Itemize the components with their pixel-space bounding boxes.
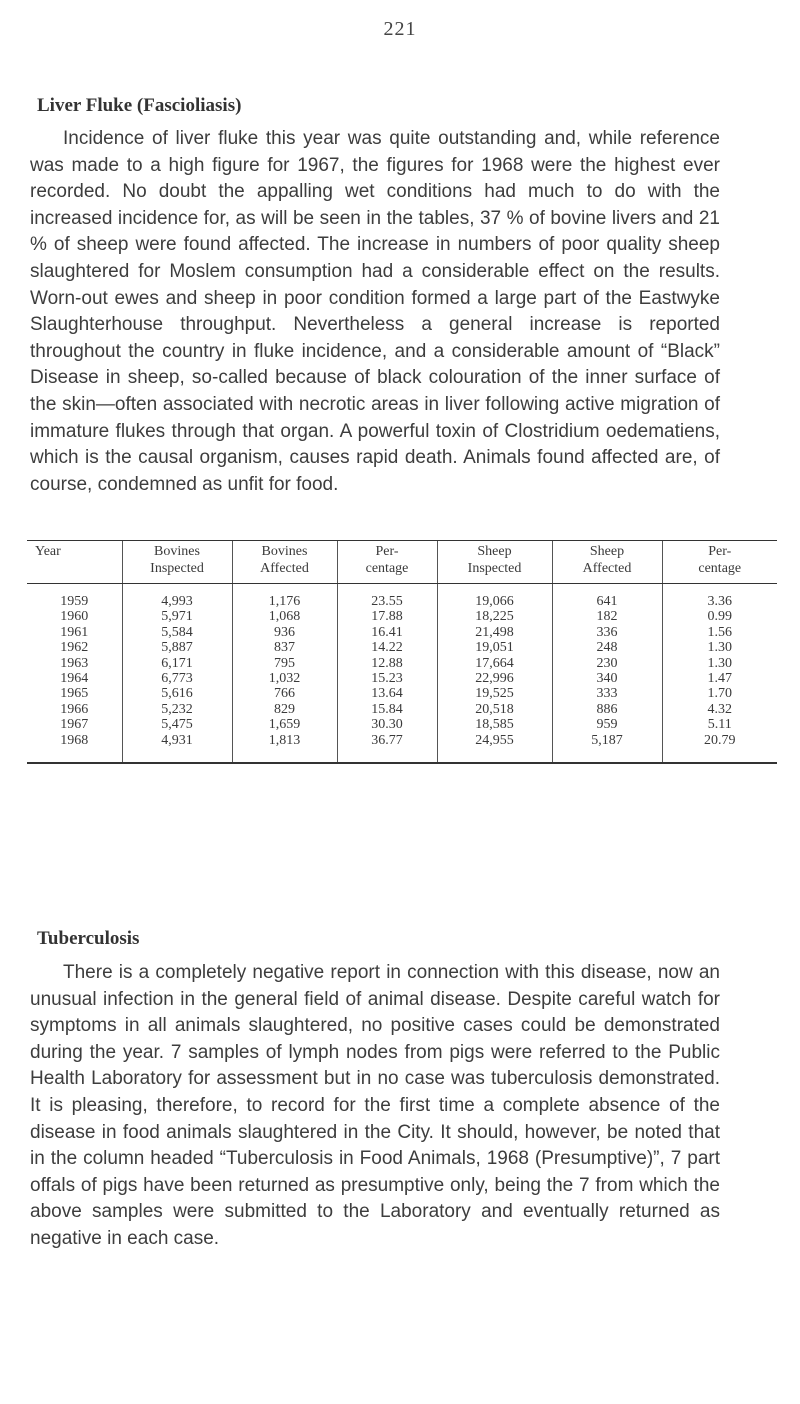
table-cell: 829 [232,702,337,717]
table-row [27,656,777,671]
column-header-line: Bovines [154,544,200,559]
column-header-line: Affected [260,561,309,576]
column-header-line: Affected [582,561,632,576]
table-row [27,584,777,610]
table-cell: 6,171 [122,656,232,671]
table-cell: 5,187 [552,733,662,763]
table-cell: 886 [552,702,662,717]
table-cell: 5,232 [122,702,232,717]
table-cell: 4,931 [122,733,232,763]
column-header [27,541,122,584]
table-cell: 18,585 [437,717,552,732]
table-row [27,702,777,717]
column-header-line: Per- [375,544,399,559]
table-cell: 22,996 [437,671,552,686]
year-cell: 1960 [60,609,89,625]
table-cell: 17.88 [337,609,437,624]
table-cell: 15.23 [337,671,437,686]
table-cell: 3.36 [662,584,777,610]
tuberculosis-paragraph: There is a completely negative report in connection with this disease, now an unusual infection in the general field of animal disease. Despite careful watch for symptoms in all animals slaughtered, no positive cases could be demonstrated during the year. 7 samples of lymph nodes from pigs were referred to the Public Health Laboratory for assessment but in no case was tuberculosis demonstrated. It is pleasing, therefore, to record for the first time a complete absence of the disease in food animals slaughtered in the City. It should, however, be noted that in the column headed “Tuberculosis in Food Animals, 1968 (Presumptive)”, 7 part offals of pigs have been returned as presumptive only, being the 7 from which the above samples were submitted to the Laboratory and eventually returned as negative in each case. [30,962,720,1249]
liver-fluke-heading: Liver Fluke (Fascioliasis) [37,95,242,116]
column-header-line: Sheep [477,544,512,559]
table-cell: 795 [232,656,337,671]
table-body [27,584,777,764]
column-header-line: Per- [708,544,732,559]
column-header-line: Inspected [150,561,204,576]
table-row [27,609,777,624]
table-cell: 1.70 [662,686,777,701]
year-cell: 1967 [60,717,89,733]
table-cell: 5,475 [122,717,232,732]
table-cell: 24,955 [437,733,552,763]
table-cell: 14.22 [337,640,437,655]
page-number: 221 [383,18,417,40]
fluke-incidence-table-wrapper [27,540,777,764]
table-row [27,625,777,640]
table-cell: 18,225 [437,609,552,624]
column-header [437,541,552,584]
table-cell: 4,993 [122,584,232,610]
table-cell: 21,498 [437,625,552,640]
tuberculosis-heading: Tuberculosis [37,928,140,949]
table-cell: 5,584 [122,625,232,640]
table-cell: 13.64 [337,686,437,701]
table-cell: 23.55 [337,584,437,610]
table-cell: 182 [552,609,662,624]
table-cell: 959 [552,717,662,732]
table-row [27,717,777,732]
table-cell: 230 [552,656,662,671]
table-cell: 5,971 [122,609,232,624]
column-header [662,541,777,584]
table-cell: 5,616 [122,686,232,701]
table-row [27,733,777,763]
table-cell: 1,659 [232,717,337,732]
table-cell: 30.30 [337,717,437,732]
year-cell: 1968 [60,732,89,748]
table-cell: 1,068 [232,609,337,624]
table-header-row [27,541,777,584]
table-cell: 4.32 [662,702,777,717]
table-cell: 19,066 [437,584,552,610]
column-header-line: Bovines [261,544,308,559]
table-cell: 20,518 [437,702,552,717]
year-cell: 1964 [60,671,89,687]
table-cell: 19,525 [437,686,552,701]
table-cell: 936 [232,625,337,640]
year-cell: 1959 [60,594,89,609]
column-header [232,541,337,584]
table-row [27,686,777,701]
table-cell: 336 [552,625,662,640]
column-header-line: centage [365,561,409,576]
column-header [337,541,437,584]
column-header [122,541,232,584]
table-row [27,671,777,686]
table-cell: 333 [552,686,662,701]
column-header-line: Year [35,544,61,559]
table-cell: 641 [552,584,662,610]
table-cell: 1,032 [232,671,337,686]
table-cell: 837 [232,640,337,655]
table-cell: 1.30 [662,640,777,655]
table-cell: 12.88 [337,656,437,671]
table-cell: 766 [232,686,337,701]
year-cell: 1962 [60,640,89,656]
column-header-line: centage [698,561,742,576]
table-cell: 5,887 [122,640,232,655]
table-cell: 16.41 [337,625,437,640]
table-cell: 340 [552,671,662,686]
year-cell: 1965 [60,686,89,702]
table-cell: 36.77 [337,733,437,763]
table-cell: 1,176 [232,584,337,610]
year-cell: 1966 [60,701,89,717]
liver-fluke-paragraph: Incidence of liver fluke this year was quite outstanding and, while reference was made to a high figure for 1967, the figures for 1968 were the highest ever recorded. No doubt the appalling wet conditions had much to do with the increased incidence for, as will be seen in the tables, 37 % of bovine livers and 21 % of sheep were found affected. The increase in numbers of poor quality sheep slaughtered for Moslem consumption had a considerable effect on the results. Worn-out ewes and sheep in poor condition formed a large part of the Eastwyke Slaughterhouse throughput. Nevertheless a general increase is reported throughout the country in fluke incidence, and a considerable amount of “Black” Disease in sheep, so-called because of black colouration of the inner surface of the skin—often associated with necrotic areas in liver following active migration of immature flukes through that organ. A powerful toxin of Clostridium oedematiens, which is the causal organism, causes rapid death. Animals found affected are, of course, condemned as unfit for food. [30,128,720,495]
year-cell: 1963 [60,655,89,671]
column-header [552,541,662,584]
table-cell: 1.47 [662,671,777,686]
table-cell: 1.56 [662,625,777,640]
table-cell: 15.84 [337,702,437,717]
table-cell: 5.11 [662,717,777,732]
table-cell: 248 [552,640,662,655]
table-cell: 1.30 [662,656,777,671]
column-header-line: Inspected [467,561,522,576]
fluke-incidence-table [27,540,777,764]
table-cell: 20.79 [662,733,777,763]
table-cell: 1,813 [232,733,337,763]
table-cell: 19,051 [437,640,552,655]
table-cell: 0.99 [662,609,777,624]
column-header-line: Sheep [589,544,625,559]
table-cell: 6,773 [122,671,232,686]
table-cell: 17,664 [437,656,552,671]
year-cell: 1961 [60,624,89,640]
table-row [27,640,777,655]
